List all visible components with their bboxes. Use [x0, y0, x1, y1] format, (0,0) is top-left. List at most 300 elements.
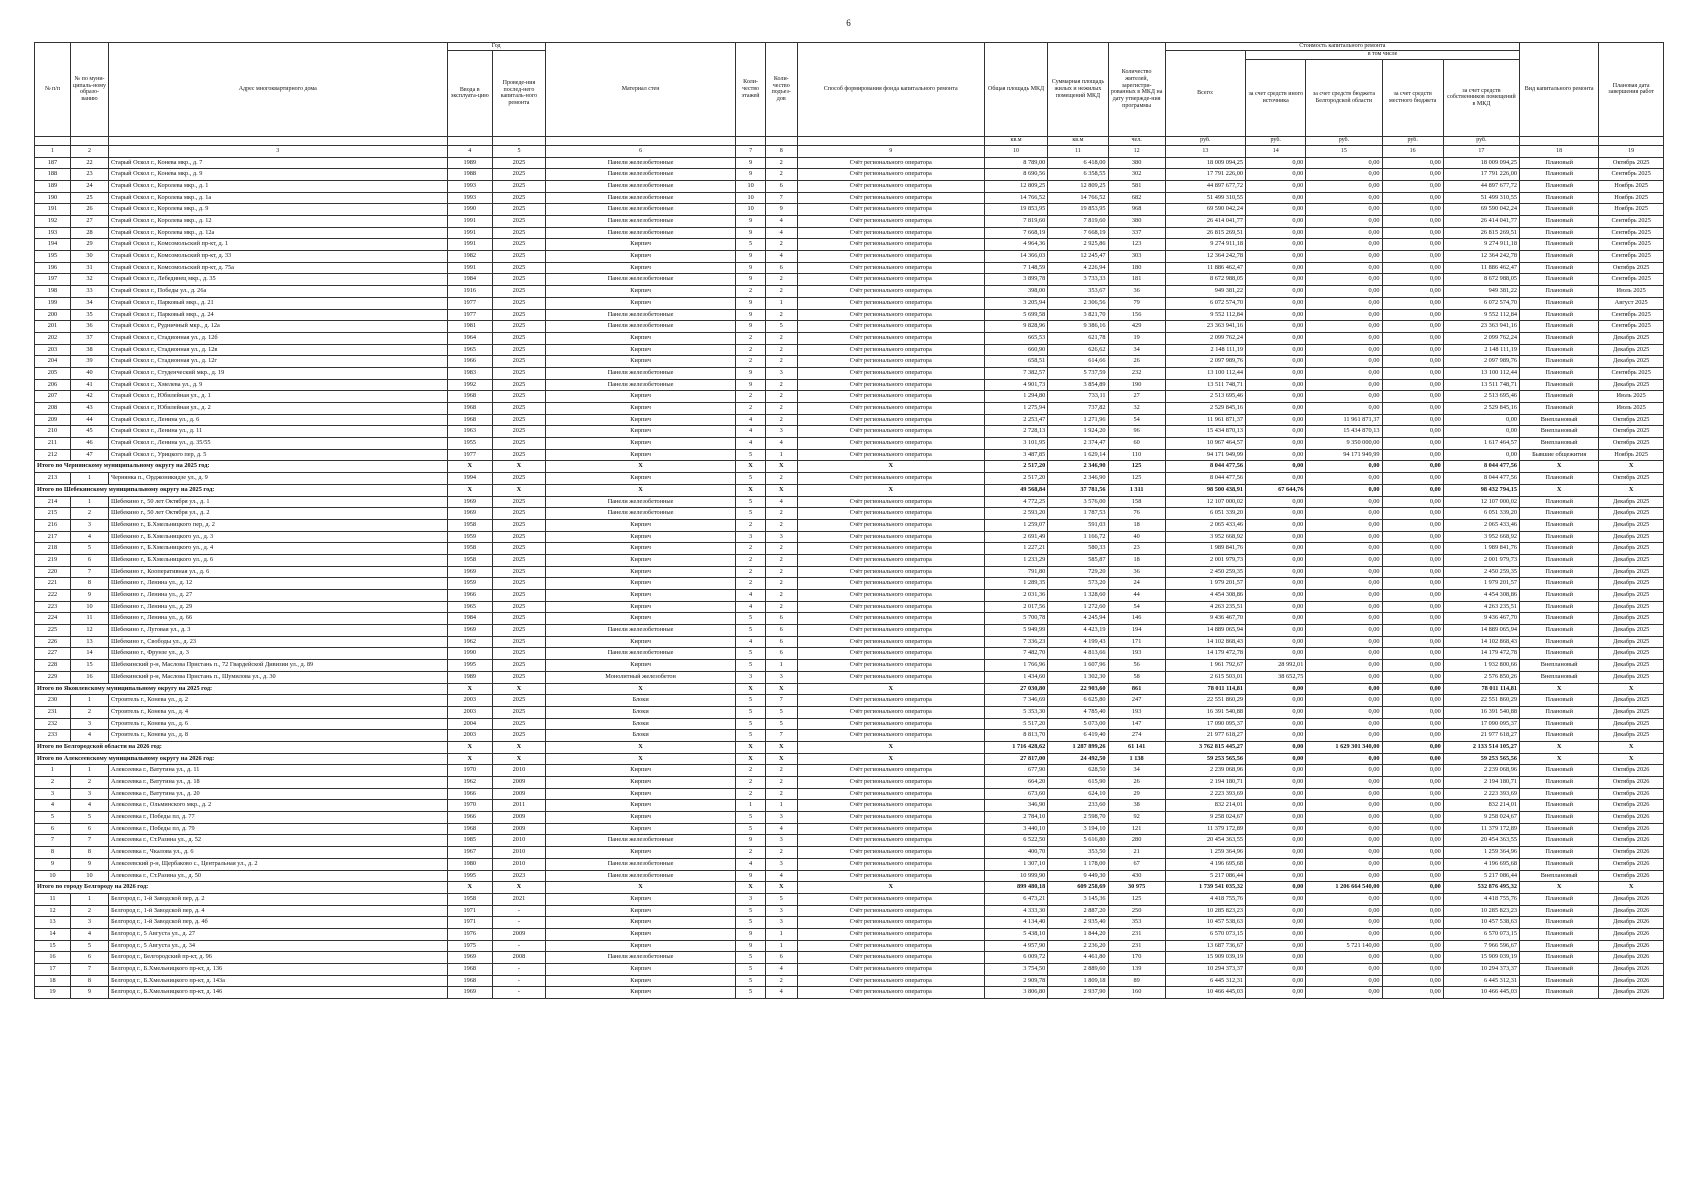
- table-cell: 5 949,99: [984, 625, 1047, 637]
- table-cell: Строитель г., Конева ул., д. 6: [109, 718, 447, 730]
- table-cell: 0,00: [1382, 274, 1443, 286]
- table-cell: 2025: [493, 426, 546, 438]
- table-cell: Декабрь 2025: [1599, 344, 1664, 356]
- table-cell: 11 379 172,89: [1165, 823, 1245, 835]
- table-cell: Декабрь 2026: [1599, 987, 1664, 999]
- table-cell: 160: [1108, 987, 1165, 999]
- table-cell: Плановый: [1520, 812, 1599, 824]
- table-cell: 6: [70, 952, 108, 964]
- table-cell: Кирпич: [545, 519, 735, 531]
- table-cell: 0,00: [1306, 952, 1382, 964]
- table-cell: Панели железобетонные: [545, 157, 735, 169]
- table-cell: 0,00: [1246, 449, 1306, 461]
- table-cell: 0,00: [1382, 321, 1443, 333]
- table-cell: 0,00: [1382, 777, 1443, 789]
- table-cell: Октябрь 2026: [1599, 788, 1664, 800]
- table-cell: Плановый: [1520, 216, 1599, 228]
- subtotal-cell: X: [545, 741, 735, 753]
- table-cell: 187: [35, 157, 71, 169]
- table-cell: 0,00: [1382, 718, 1443, 730]
- table-row: [35, 788, 1664, 800]
- table-cell: Алексеевка г., Ст.Разина ул., д. 52: [109, 835, 447, 847]
- table-cell: 6: [765, 613, 797, 625]
- table-cell: 2 001 979,73: [1443, 554, 1519, 566]
- table-cell: 9 274 911,18: [1165, 239, 1245, 251]
- table-cell: 3 145,36: [1048, 893, 1108, 905]
- table-cell: 13 100 112,44: [1443, 367, 1519, 379]
- table-cell: 4: [736, 438, 766, 450]
- table-row: [35, 893, 1664, 905]
- table-cell: Плановый: [1520, 531, 1599, 543]
- table-cell: 2: [765, 286, 797, 298]
- subtotal-cell: 125: [1108, 461, 1165, 473]
- subtotal-cell: 0,00: [1246, 741, 1306, 753]
- table-row: [35, 192, 1664, 204]
- table-cell: 6 358,55: [1048, 169, 1108, 181]
- subtotal-cell: 37 781,56: [1048, 484, 1108, 496]
- table-cell: 7 148,59: [984, 262, 1047, 274]
- table-cell: 207: [35, 391, 71, 403]
- table-cell: 2: [35, 777, 71, 789]
- table-cell: 9: [35, 858, 71, 870]
- table-cell: 13: [70, 636, 108, 648]
- table-cell: Сентябрь 2025: [1599, 274, 1664, 286]
- table-cell: 1958: [447, 519, 492, 531]
- table-cell: 1970: [447, 800, 492, 812]
- table-cell: 2 909,78: [984, 975, 1047, 987]
- table-cell: 0,00: [1246, 169, 1306, 181]
- table-cell: 17: [35, 964, 71, 976]
- table-cell: Декабрь 2025: [1599, 706, 1664, 718]
- table-cell: Плановый: [1520, 274, 1599, 286]
- table-cell: 2 728,13: [984, 426, 1047, 438]
- table-cell: 398,00: [984, 286, 1047, 298]
- table-cell: 34: [1108, 765, 1165, 777]
- table-cell: Плановый: [1520, 286, 1599, 298]
- table-cell: 38: [70, 344, 108, 356]
- table-cell: 1991: [447, 239, 492, 251]
- column-number: 14: [1246, 145, 1306, 157]
- table-cell: Плановый: [1520, 519, 1599, 531]
- table-cell: Шебекино г., Ленина ул., д. 27: [109, 590, 447, 602]
- table-cell: 5: [765, 706, 797, 718]
- table-cell: 3 733,33: [1048, 274, 1108, 286]
- table-cell: 621,78: [1048, 332, 1108, 344]
- table-cell: 580,33: [1048, 543, 1108, 555]
- table-cell: 181: [1108, 274, 1165, 286]
- table-cell: 2010: [493, 765, 546, 777]
- table-cell: 0,00: [1306, 987, 1382, 999]
- table-cell: 51 499 310,55: [1165, 192, 1245, 204]
- subtotal-cell: X: [1599, 461, 1664, 473]
- table-cell: Плановый: [1520, 695, 1599, 707]
- table-cell: 4: [70, 730, 108, 742]
- table-cell: 1969: [447, 496, 492, 508]
- table-cell: 39: [70, 356, 108, 368]
- table-cell: 303: [1108, 251, 1165, 263]
- table-cell: 5 073,00: [1048, 718, 1108, 730]
- table-cell: 0,00: [1246, 414, 1306, 426]
- table-cell: 0,00: [1306, 356, 1382, 368]
- table-cell: Счёт регионального оператора: [797, 180, 984, 192]
- table-cell: Старый Оскол г., Комсомольский пр-кт, д. 33: [109, 251, 447, 263]
- table-cell: 2025: [493, 473, 546, 485]
- table-cell: 0,00: [1382, 379, 1443, 391]
- table-cell: 3 487,85: [984, 449, 1047, 461]
- table-cell: 6 570 073,15: [1165, 928, 1245, 940]
- table-cell: 6: [765, 952, 797, 964]
- table-cell: Июль 2025: [1599, 391, 1664, 403]
- table-cell: 274: [1108, 730, 1165, 742]
- table-cell: Алексеевка г., Ольминского мкр., д. 2: [109, 800, 447, 812]
- table-cell: 22: [70, 157, 108, 169]
- table-cell: Кирпич: [545, 286, 735, 298]
- table-cell: Плановый: [1520, 730, 1599, 742]
- table-cell: Счёт регионального оператора: [797, 718, 984, 730]
- table-row: [35, 344, 1664, 356]
- table-cell: 0,00: [1306, 332, 1382, 344]
- subtotal-cell: X: [447, 683, 492, 695]
- subtotal-cell: 3 762 815 445,27: [1165, 741, 1245, 753]
- table-cell: 2: [765, 543, 797, 555]
- table-cell: Плановый: [1520, 297, 1599, 309]
- table-cell: Кирпич: [545, 356, 735, 368]
- table-cell: Октябрь 2025: [1599, 157, 1664, 169]
- table-cell: 0,00: [1246, 391, 1306, 403]
- table-cell: 2: [765, 332, 797, 344]
- unit-cost-local: руб.: [1382, 136, 1443, 145]
- table-cell: Счёт регионального оператора: [797, 508, 984, 520]
- table-cell: 25: [70, 192, 108, 204]
- table-cell: Октябрь 2026: [1599, 800, 1664, 812]
- table-cell: 5: [736, 952, 766, 964]
- table-cell: Кирпич: [545, 414, 735, 426]
- table-cell: 664,20: [984, 777, 1047, 789]
- table-cell: 9: [736, 379, 766, 391]
- table-cell: 0,00: [1306, 239, 1382, 251]
- subtotal-cell: 0,00: [1382, 753, 1443, 765]
- table-cell: Старый Оскол г., Комсомольский пр-кт, д. 1: [109, 239, 447, 251]
- table-cell: 192: [35, 216, 71, 228]
- table-cell: 12 809,25: [984, 180, 1047, 192]
- table-cell: 1980: [447, 858, 492, 870]
- subtotal-cell: X: [1520, 484, 1599, 496]
- subtotal-cell: 1 716 428,62: [984, 741, 1047, 753]
- table-cell: Кирпич: [545, 928, 735, 940]
- table-cell: 1: [70, 765, 108, 777]
- table-cell: 0,00: [1306, 835, 1382, 847]
- table-cell: 5: [736, 975, 766, 987]
- table-cell: 0,00: [1306, 297, 1382, 309]
- table-cell: Октябрь 2026: [1599, 823, 1664, 835]
- table-cell: Плановый: [1520, 157, 1599, 169]
- table-cell: 1969: [447, 952, 492, 964]
- table-cell: 11: [35, 893, 71, 905]
- subtotal-cell: 609 258,69: [1048, 882, 1108, 894]
- table-cell: 7: [70, 964, 108, 976]
- table-cell: 0,00: [1382, 706, 1443, 718]
- table-cell: 2010: [493, 858, 546, 870]
- column-number: 7: [736, 145, 766, 157]
- table-cell: 0,00: [1246, 262, 1306, 274]
- table-cell: Плановый: [1520, 847, 1599, 859]
- table-cell: 1967: [447, 847, 492, 859]
- table-cell: 5: [765, 893, 797, 905]
- table-cell: 9: [736, 870, 766, 882]
- table-cell: 4 418 755,76: [1165, 893, 1245, 905]
- table-cell: 10 285 823,23: [1443, 905, 1519, 917]
- table-cell: 337: [1108, 227, 1165, 239]
- table-cell: 2 925,86: [1048, 239, 1108, 251]
- header-n-pp: № п/п: [35, 43, 71, 137]
- table-cell: 4 263 235,51: [1165, 601, 1245, 613]
- table-cell: 2: [736, 344, 766, 356]
- table-cell: Панели железобетонные: [545, 625, 735, 637]
- table-cell: Счёт регионального оператора: [797, 964, 984, 976]
- capital-repair-table: [34, 42, 1664, 999]
- table-cell: 0,00: [1306, 964, 1382, 976]
- table-cell: 4 263 235,51: [1443, 601, 1519, 613]
- table-cell: 15: [35, 940, 71, 952]
- table-cell: 8 690,56: [984, 169, 1047, 181]
- table-cell: 197: [35, 274, 71, 286]
- table-cell: 5: [736, 449, 766, 461]
- table-cell: -: [493, 905, 546, 917]
- table-cell: Счёт регионального оператора: [797, 403, 984, 415]
- table-cell: 9: [736, 321, 766, 333]
- table-cell: 0,00: [1382, 344, 1443, 356]
- unit-cost-other: руб.: [1246, 136, 1306, 145]
- table-cell: 1 607,96: [1048, 660, 1108, 672]
- table-cell: 2025: [493, 601, 546, 613]
- subtotal-cell: 1 311: [1108, 484, 1165, 496]
- table-cell: 1 989 841,76: [1443, 543, 1519, 555]
- table-cell: 5 217 086,44: [1165, 870, 1245, 882]
- table-cell: Панели железобетонные: [545, 952, 735, 964]
- table-cell: Плановый: [1520, 566, 1599, 578]
- subtotal-cell: 27 817,00: [984, 753, 1047, 765]
- table-cell: 2 513 695,46: [1443, 391, 1519, 403]
- table-cell: 3: [765, 812, 797, 824]
- table-cell: 27: [70, 216, 108, 228]
- table-cell: 0,00: [1246, 286, 1306, 298]
- table-cell: 9 258 024,67: [1165, 812, 1245, 824]
- table-cell: 0,00: [1306, 870, 1382, 882]
- table-cell: Счёт регионального оператора: [797, 835, 984, 847]
- table-cell: 2025: [493, 636, 546, 648]
- table-cell: 44 897 677,72: [1443, 180, 1519, 192]
- subtotal-cell: 22 903,60: [1048, 683, 1108, 695]
- table-cell: 0,00: [1382, 286, 1443, 298]
- table-cell: Белгород г., Б.Хмельницкого пр-кт, д. 146: [109, 987, 447, 999]
- table-cell: 146: [1108, 613, 1165, 625]
- table-cell: Счёт регионального оператора: [797, 239, 984, 251]
- table-cell: Плановый: [1520, 800, 1599, 812]
- table-cell: Счёт регионального оператора: [797, 800, 984, 812]
- table-cell: Кирпич: [545, 449, 735, 461]
- table-cell: 5: [736, 812, 766, 824]
- table-row: [35, 321, 1664, 333]
- table-cell: 96: [1108, 426, 1165, 438]
- table-cell: Старый Оскол г., Парковый мкр., д. 24: [109, 309, 447, 321]
- table-cell: 14 179 472,78: [1165, 648, 1245, 660]
- subtotal-cell: 98 500 438,91: [1165, 484, 1245, 496]
- table-cell: 2025: [493, 403, 546, 415]
- table-cell: 1 259,07: [984, 519, 1047, 531]
- table-cell: Плановый: [1520, 613, 1599, 625]
- table-cell: Счёт регионального оператора: [797, 227, 984, 239]
- table-cell: 5: [765, 321, 797, 333]
- subtotal-cell: 8 044 477,56: [1165, 461, 1245, 473]
- table-cell: 0,00: [1306, 216, 1382, 228]
- subtotal-cell: 8 044 477,56: [1443, 461, 1519, 473]
- table-cell: Шебекино г., Ленина ул., д. 12: [109, 578, 447, 590]
- table-cell: Старый Оскол г., Юбилейная ул., д. 2: [109, 403, 447, 415]
- table-cell: 0,00: [1306, 309, 1382, 321]
- table-cell: 0,00: [1246, 964, 1306, 976]
- table-cell: 0,00: [1382, 847, 1443, 859]
- table-cell: Счёт регионального оператора: [797, 858, 984, 870]
- table-cell: 18 009 094,25: [1443, 157, 1519, 169]
- table-row: [35, 975, 1664, 987]
- table-cell: 7 482,70: [984, 648, 1047, 660]
- table-cell: 6 419,40: [1048, 730, 1108, 742]
- table-cell: 227: [35, 648, 71, 660]
- table-cell: 0,00: [1246, 566, 1306, 578]
- table-cell: 8 672 988,05: [1165, 274, 1245, 286]
- table-cell: 5: [736, 473, 766, 485]
- table-cell: 3: [765, 835, 797, 847]
- table-cell: 27: [1108, 391, 1165, 403]
- table-cell: 19 853,95: [984, 204, 1047, 216]
- table-cell: 10: [736, 204, 766, 216]
- table-cell: 188: [35, 169, 71, 181]
- subtotal-cell: X: [797, 461, 984, 473]
- table-cell: 5 737,59: [1048, 367, 1108, 379]
- table-cell: 0,00: [1306, 625, 1382, 637]
- table-cell: 2025: [493, 262, 546, 274]
- table-cell: Счёт регионального оператора: [797, 262, 984, 274]
- table-cell: 1977: [447, 449, 492, 461]
- table-cell: 0,00: [1443, 414, 1519, 426]
- table-cell: 0,00: [1382, 928, 1443, 940]
- table-cell: 0,00: [1246, 730, 1306, 742]
- table-cell: Старый Оскол г., Королева мкр., д. 12: [109, 216, 447, 228]
- subtotal-label: Итого по Яковлевскому муниципальному округу на 2025 год:: [35, 683, 448, 695]
- table-cell: Кирпич: [545, 239, 735, 251]
- table-cell: 5: [736, 239, 766, 251]
- subtotal-cell: X: [447, 484, 492, 496]
- table-cell: Счёт регионального оператора: [797, 730, 984, 742]
- table-cell: Июль 2025: [1599, 286, 1664, 298]
- table-cell: 2: [765, 239, 797, 251]
- table-cell: 9: [765, 204, 797, 216]
- table-cell: 2025: [493, 730, 546, 742]
- table-cell: Октябрь 2025: [1599, 414, 1664, 426]
- table-cell: 30: [70, 251, 108, 263]
- table-cell: Декабрь 2025: [1599, 590, 1664, 602]
- table-cell: Панели железобетонные: [545, 367, 735, 379]
- table-cell: 2 889,60: [1048, 964, 1108, 976]
- table-cell: 2 031,36: [984, 590, 1047, 602]
- table-cell: 0,00: [1246, 870, 1306, 882]
- table-cell: Блоки: [545, 718, 735, 730]
- table-cell: 5 699,58: [984, 309, 1047, 321]
- table-cell: 9 274 911,18: [1443, 239, 1519, 251]
- table-cell: 1 629,14: [1048, 449, 1108, 461]
- table-cell: 2: [765, 566, 797, 578]
- table-cell: 44: [1108, 590, 1165, 602]
- table-cell: Счёт регионального оператора: [797, 765, 984, 777]
- table-cell: 26 815 269,51: [1165, 227, 1245, 239]
- table-cell: 2025: [493, 344, 546, 356]
- table-cell: -: [493, 940, 546, 952]
- table-cell: 0,00: [1382, 917, 1443, 929]
- table-cell: 9 258 024,67: [1443, 812, 1519, 824]
- table-cell: 2: [765, 601, 797, 613]
- table-cell: 250: [1108, 905, 1165, 917]
- table-cell: 0,00: [1306, 613, 1382, 625]
- table-cell: Счёт регионального оператора: [797, 590, 984, 602]
- table-cell: Счёт регионального оператора: [797, 496, 984, 508]
- table-cell: 8 789,00: [984, 157, 1047, 169]
- table-cell: 5 217 086,44: [1443, 870, 1519, 882]
- table-cell: 6 522,50: [984, 835, 1047, 847]
- table-cell: 6: [765, 648, 797, 660]
- table-cell: 0,00: [1246, 227, 1306, 239]
- table-cell: 4: [736, 858, 766, 870]
- table-cell: 125: [1108, 473, 1165, 485]
- table-cell: Старый Оскол г., Хмелева ул., д. 9: [109, 379, 447, 391]
- table-cell: Чернянка п., Орджоникидзе ул., д. 9: [109, 473, 447, 485]
- table-cell: 2 194 180,71: [1165, 777, 1245, 789]
- table-cell: Внеплановый: [1520, 414, 1599, 426]
- table-cell: 0,00: [1306, 344, 1382, 356]
- table-cell: Панели железобетонные: [545, 496, 735, 508]
- table-cell: Старый Оскол г., Ленина ул., д. 35/55: [109, 438, 447, 450]
- table-cell: 60: [1108, 438, 1165, 450]
- column-number: 3: [109, 145, 447, 157]
- table-cell: 0,00: [1306, 905, 1382, 917]
- table-cell: 2025: [493, 367, 546, 379]
- table-cell: 0,00: [1246, 531, 1306, 543]
- table-cell: 0,00: [1246, 952, 1306, 964]
- table-cell: Счёт регионального оператора: [797, 928, 984, 940]
- table-cell: Алексеевка г., Ватутина ул., д. 11: [109, 765, 447, 777]
- table-cell: Плановый: [1520, 964, 1599, 976]
- table-cell: Плановый: [1520, 356, 1599, 368]
- table-cell: 1994: [447, 473, 492, 485]
- table-cell: 1 289,35: [984, 578, 1047, 590]
- table-cell: Кирпич: [545, 812, 735, 824]
- table-cell: Белгород г., Б.Хмельницкого пр-кт, д. 136: [109, 964, 447, 976]
- table-cell: Октябрь 2025: [1599, 473, 1664, 485]
- table-cell: Панели железобетонные: [545, 169, 735, 181]
- table-cell: 69 590 042,24: [1443, 204, 1519, 216]
- table-cell: Счёт регионального оператора: [797, 870, 984, 882]
- subtotal-cell: 49 568,84: [984, 484, 1047, 496]
- table-cell: 0,00: [1246, 800, 1306, 812]
- table-cell: 0,00: [1306, 180, 1382, 192]
- table-cell: 196: [35, 262, 71, 274]
- table-cell: 7 382,57: [984, 367, 1047, 379]
- table-cell: Счёт регионального оператора: [797, 391, 984, 403]
- table-cell: 3 101,95: [984, 438, 1047, 450]
- table-row: [35, 157, 1664, 169]
- table-cell: 2025: [493, 625, 546, 637]
- table-cell: 36: [1108, 566, 1165, 578]
- table-cell: 1: [736, 800, 766, 812]
